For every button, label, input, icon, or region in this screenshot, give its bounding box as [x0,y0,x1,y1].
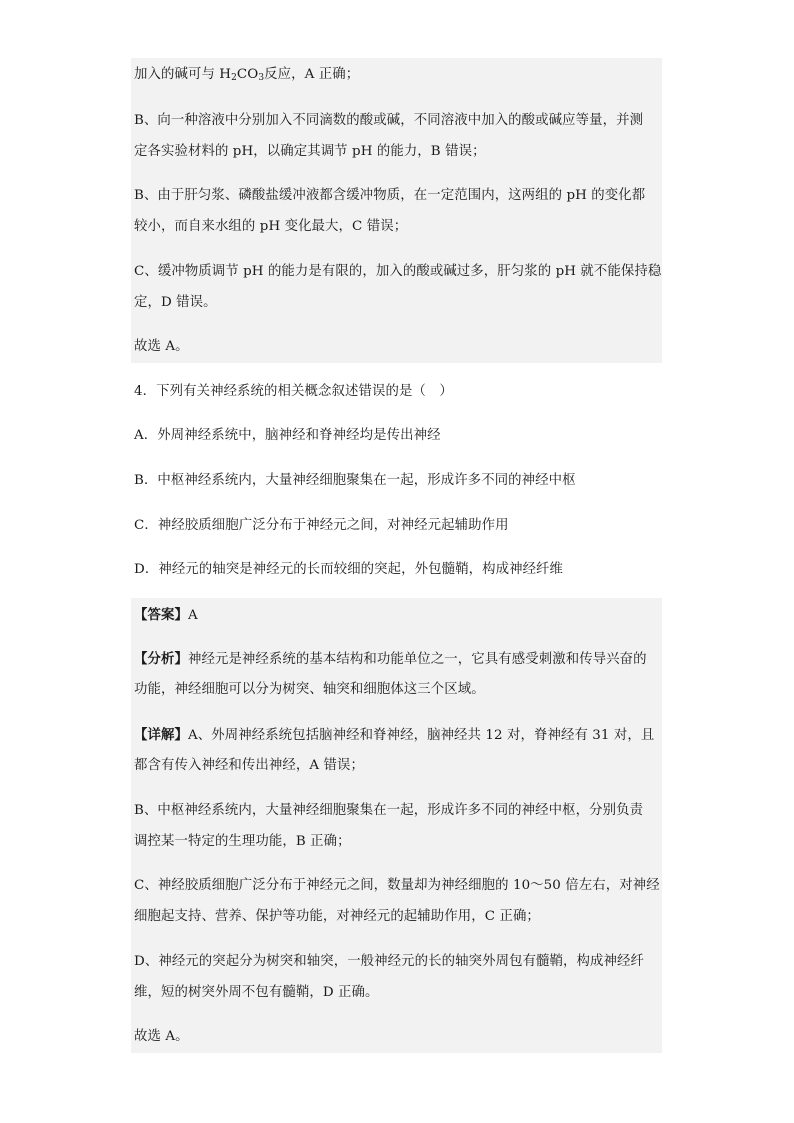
detail-line: C、神经胶质细胞广泛分布于神经元之间，数量却为神经细胞的 10～50 倍左右，对神经 [134,878,660,893]
option-a: A．外周神经系统中，脑神经和脊神经均是传出神经 [134,428,441,443]
analysis-line: 功能，神经细胞可以分为树突、轴突和细胞体这三个区域。 [134,682,485,697]
answer-line [134,606,662,625]
explanation-line: 定各实验材料的 pH，以确定其调节 pH 的能力，B 错误； [134,144,486,159]
question-stem: 4．下列有关神经系统的相关概念叙述错误的是（ ） [134,384,453,399]
analysis-line: 【分析】神经元是神经系统的基本结构和功能单位之一，它具有感受刺激和传导兴奋的 [134,651,647,667]
detail-line: B、中枢神经系统内，大量神经细胞聚集在一起，形成许多不同的神经中枢，分别负责 [134,803,644,818]
answer-tag: 【答案】 [134,607,188,623]
explanation-line: B、向一种溶液中分别加入不同滴数的酸或碱，不同溶液中加入的酸或碱应等量，并测 [134,113,644,128]
detail-line: 调控某一特定的生理功能，B 正确； [134,834,351,849]
detail-line: 细胞起支持、营养、保护等功能，对神经元的起辅助作用，C 正确； [134,909,540,924]
option-c: C．神经胶质细胞广泛分布于神经元之间，对神经元起辅助作用 [134,518,509,533]
explanation-line: B、由于肝匀浆、磷酸盐缓冲液都含缓冲物质，在一定范围内，这两组的 pH 的变化都 [134,188,646,203]
detail-line: D、神经元的突起分为树突和轴突，一般神经元的长的轴突外周包有髓鞘，构成神经纤 [134,954,644,969]
explanation-line: 较小，而自来水组的 pH 变化最大，C 错误； [134,219,408,234]
explanation-line: 加入的碱可与 $H_2CO_3$反应，A 正确； [134,67,360,83]
answer-value: A [187,608,198,623]
option-b: B．中枢神经系统内，大量神经细胞聚集在一起，形成许多不同的神经中枢 [134,473,576,488]
detail-line: 【详解】A、外周神经系统包括脑神经和脊神经，脑神经共 12 对，脊神经有 31 对，且 [134,727,655,743]
detail-line: 都含有传入神经和传出神经，A 错误； [134,758,364,773]
detail-line: 维，短的树突外周不包有髓鞘，D 正确。 [134,985,379,1000]
detail-tag: 【详解】 [134,727,188,743]
explanation-line: C、缓冲物质调节 pH 的能力是有限的，加入的酸或碱过多，肝匀浆的 pH 就不能保持稳 [134,264,662,279]
shaded-block-top [131,58,662,363]
explanation-line: 定，D 错误。 [134,295,217,310]
conclusion-line: 故选 A。 [134,1029,189,1044]
option-d: D．神经元的轴突是神经元的长而较细的突起，外包髓鞘，构成神经纤维 [134,562,564,577]
conclusion-line: 故选 A。 [134,339,189,354]
analysis-tag: 【分析】 [134,651,188,667]
